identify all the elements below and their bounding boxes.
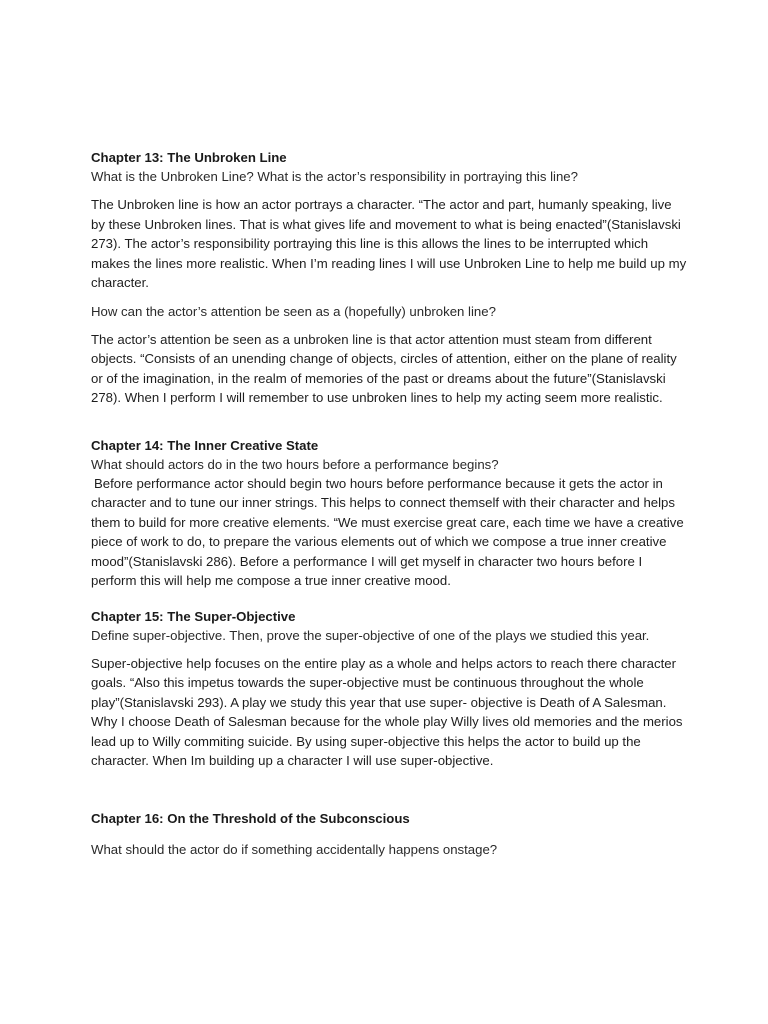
chapter-14-section	[91, 436, 689, 591]
chapter-13-section	[91, 148, 689, 408]
chapter-14-answer: Before performance actor should begin two hours before performance because it gets the actor in character and to tune our inner strings. This helps to connect themself with their character and helps them to build for more creative elements. “We must exercise great care, each time we have a creative piece of work to do, to prepare the various elements out of which we compose a true inner creative mood”(Stanislavski 286). Before a performance I will get myself in character two hours before I perform this will help me compose a true inner creative mood.	[91, 475, 684, 588]
chapter-13-heading: Chapter 13: The Unbroken Line	[91, 150, 287, 165]
document-page	[91, 148, 689, 859]
chapter-15-answer: Super-objective help focuses on the entire play as a whole and helps actors to reach there character goals. “Also this impetus towards the super-objective must be continuous throughout the whole play”(Stanislavski 293). A play we study this year that use super- objective is Death of A Salesman. Why I choose Death of Salesman because for the whole play Willy lives old memories and the merios lead up to Willy commiting suicide. By using super-objective this helps the actor to build up the character. When Im building up a character I will use super-objective.	[91, 655, 683, 768]
chapter-13-answer-2: The actor’s attention be seen as a unbroken line is that actor attention must steam from different objects. “Consists of an unending change of objects, circles of attention, either on the plane of reality or of the imagination, in the realm of memories of the past or dreams about the future”(Stanislavski 278). When I perform I will remember to use unbroken lines to help my acting seem more realistic.	[91, 331, 677, 405]
chapter-15-section	[91, 607, 689, 771]
chapter-16-section	[91, 809, 689, 859]
chapter-16-question: What should the actor do if something accidentally happens onstage?	[91, 841, 498, 857]
chapter-14-question: What should actors do in the two hours before a performance begins?	[91, 456, 499, 472]
chapter-13-question-1: What is the Unbroken Line? What is the actor’s responsibility in portraying this line?	[91, 169, 578, 184]
chapter-13-answer-1: The Unbroken line is how an actor portrays a character. “The actor and part, humanly speaking, live by these Unbroken lines. That is what gives life and movement to what is being enacted”(Stanislavski 273). The actor’s responsibility portraying this line is this allows the lines to be interrupted which makes the lines more realistic. When I’m reading lines I will use Unbroken Line to help me build up my character.	[91, 197, 687, 290]
chapter-16-heading: Chapter 16: On the Threshold of the Subconscious	[91, 810, 410, 826]
chapter-13-question-2: How can the actor’s attention be seen as a (hopefully) unbroken line?	[91, 303, 496, 319]
chapter-14-heading: Chapter 14: The Inner Creative State	[91, 437, 319, 453]
chapter-15-question: Define super-objective. Then, prove the super-objective of one of the plays we studied this year.	[91, 627, 650, 643]
chapter-15-heading: Chapter 15: The Super-Objective	[91, 608, 296, 624]
